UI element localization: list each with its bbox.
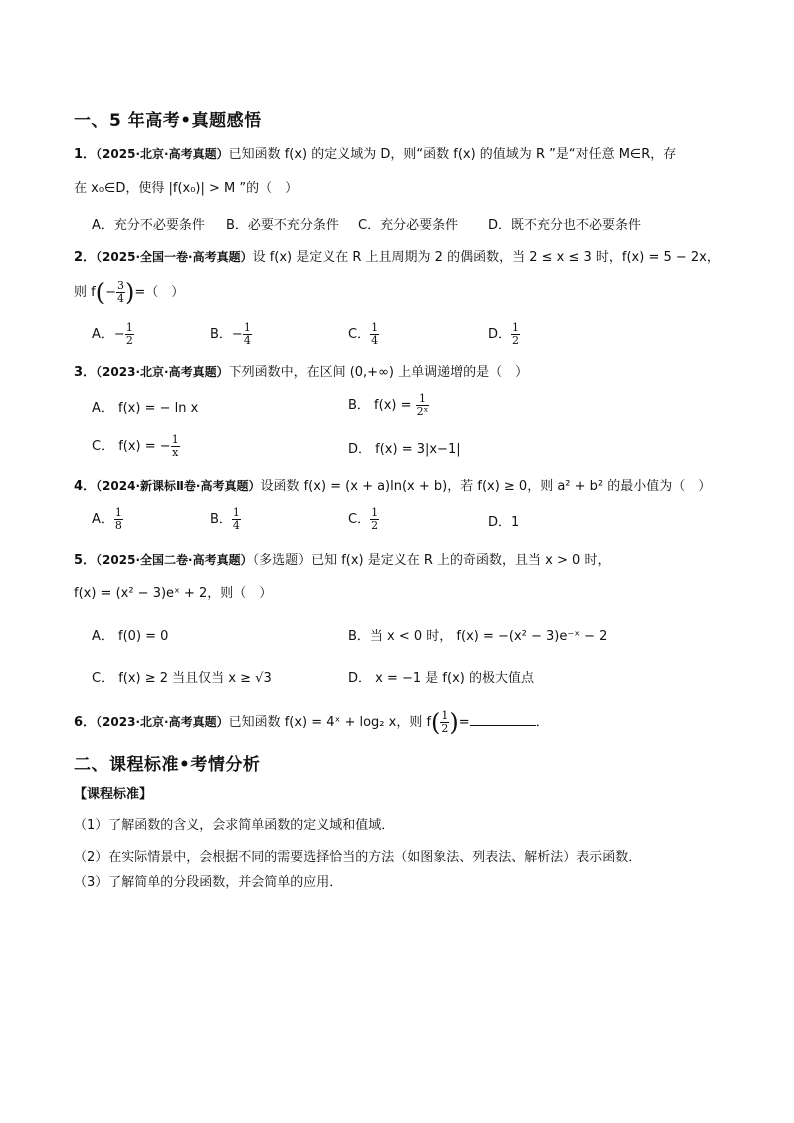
q5-option-a: A． f(0) = 0 [92,629,169,644]
option-label: A． [92,327,114,342]
numerator: 1 [441,709,449,722]
numerator: 1 [125,321,133,334]
question-text: 设 f(x) 是定义在 R 上且周期为 2 的偶函数，当 2 ≤ x ≤ 3 时，f(x) = 5 − 2x， [252,250,720,265]
fraction [511,322,520,347]
question-number: 2． [74,250,97,265]
question-number: 4． [74,479,97,494]
question-text: =（ ） [134,285,185,300]
q3-option-c [92,434,180,459]
q1-option-c: C．充分必要条件 [358,218,459,233]
q1-option-b: B．必要不充分条件 [226,218,339,233]
question-3 [74,363,528,382]
right-paren: ) [449,708,459,737]
q4-option-d: D．1 [488,515,520,530]
question-source: （2023·北京·高考真题） [96,365,229,379]
numerator: 1 [243,321,251,334]
denominator: 2ˣ [416,405,429,418]
question-text: ． [535,715,549,730]
denominator: 8 [114,519,122,532]
option-label: A． [92,512,114,527]
option-label: B． [210,327,232,342]
q2-option-d [488,322,520,347]
q1-option-d: D．既不充分也不必要条件 [488,218,642,233]
question-text: 已知函数 f(x) = 4ˣ + log₂ x，则 f [228,715,432,730]
answer-blank[interactable] [470,713,536,726]
denominator: 4 [117,292,124,305]
fraction [416,393,430,418]
fraction [171,434,180,459]
fraction [116,280,125,305]
q5-option-d: D． x = −1 是 f(x) 的极大值点 [348,671,534,686]
numerator: 1 [512,321,520,334]
question-text: 下列函数中，在区间 (0,+∞) 上单调递增的是（ ） [228,365,529,380]
numerator: 1 [171,433,179,446]
standard-item-1: （1）了解函数的含义，会求简单函数的定义域和值域． [74,818,395,833]
denominator: 2 [441,722,449,735]
denominator: 4 [371,334,379,347]
q5-option-b: B．当 x < 0 时， f(x) = −(x² − 3)e⁻ˣ − 2 [348,629,608,644]
numerator: 1 [371,321,379,334]
q4-option-a [92,507,123,532]
standards-heading: 【课程标准】 [74,787,153,802]
fraction [370,507,379,532]
option-label: D． [488,327,512,342]
question-text: 则 f [74,285,96,300]
question-number: 6． [74,715,97,730]
q2-option-a [92,322,134,347]
question-6 [74,710,549,735]
question-5-line-2: f(x) = (x² − 3)eˣ + 2，则（ ） [74,586,273,601]
numerator: 1 [371,506,379,519]
fraction [243,322,252,347]
question-text: = [458,715,470,730]
q4-option-b [210,507,241,532]
question-source: （2024·新课标Ⅱ卷·高考真题） [96,479,261,493]
fraction [114,507,123,532]
minus-sign: − [113,327,125,342]
standard-item-3: （3）了解简单的分段函数，并会简单的应用． [74,875,343,890]
question-number: 3． [74,365,97,380]
q2-option-b [210,322,252,347]
minus-sign: − [231,327,243,342]
option-label: B． [210,512,232,527]
numerator: 3 [117,279,124,292]
numerator: 1 [416,393,430,406]
question-1-line-2 [74,180,298,198]
option-text: C． f(x) = − [92,439,171,454]
denominator: 4 [232,519,240,532]
question-2-line-1 [74,248,720,267]
denominator: 2 [371,519,379,532]
numerator: 1 [114,506,122,519]
q5-option-c: C． f(x) ≥ 2 当且仅当 x ≥ √3 [92,671,272,686]
standard-item-2: （2）在实际情景中，会根据不同的需要选择恰当的方法（如图象法、列表法、解析法）表示函数． [74,850,642,865]
question-source: （2025·全国一卷·高考真题） [96,250,253,264]
question-number: 1． [74,147,97,162]
question-1-line-1 [74,145,676,164]
denominator: 4 [243,334,251,347]
q3-option-a: A． f(x) = − ln x [92,401,199,416]
q3-option-b [348,393,429,418]
minus-sign: − [105,285,116,300]
question-text: 已知函数 f(x) 的定义域为 D，则“函数 f(x) 的值域为 R ”是“对任意 M∈R，存 [228,147,677,162]
section-title-1: 一、5 年高考•真题感悟 [74,111,262,131]
q2-option-c [348,322,379,347]
question-text: （多选题）已知 f(x) 是定义在 R 上的奇函数，且当 x > 0 时， [252,553,611,568]
numerator: 1 [232,506,240,519]
question-number: 5． [74,553,97,568]
denominator: 2 [512,334,520,347]
question-text: 设函数 f(x) = (x + a)ln(x + b)，若 f(x) ≥ 0，则 a² + b² 的最小值为（ ） [260,479,712,494]
question-source: （2025·全国二卷·高考真题） [96,553,253,567]
right-paren: ) [125,278,135,307]
question-source: （2023·北京·高考真题） [96,715,229,729]
fraction [370,322,379,347]
option-text: B． f(x) = [348,398,412,413]
option-label: C． [348,512,371,527]
section-title-2: 二、课程标准•考情分析 [74,755,261,775]
fraction [232,507,241,532]
fraction [125,322,134,347]
left-paren: ( [431,708,441,737]
question-4 [74,477,711,496]
denominator: x [172,446,179,459]
q4-option-c [348,507,379,532]
q1-option-a: A．充分不必要条件 [92,218,205,233]
question-2-line-2 [74,280,184,305]
q3-option-d: D． f(x) = 3|x−1| [348,442,461,457]
denominator: 2 [125,334,133,347]
question-source: （2025·北京·高考真题） [96,147,229,161]
question-5-line-1 [74,551,610,570]
question-text: 在 x₀∈D，使得 |f(x₀)| > M ”的（ ） [74,181,299,196]
option-label: C． [348,327,371,342]
left-paren: ( [95,278,106,307]
